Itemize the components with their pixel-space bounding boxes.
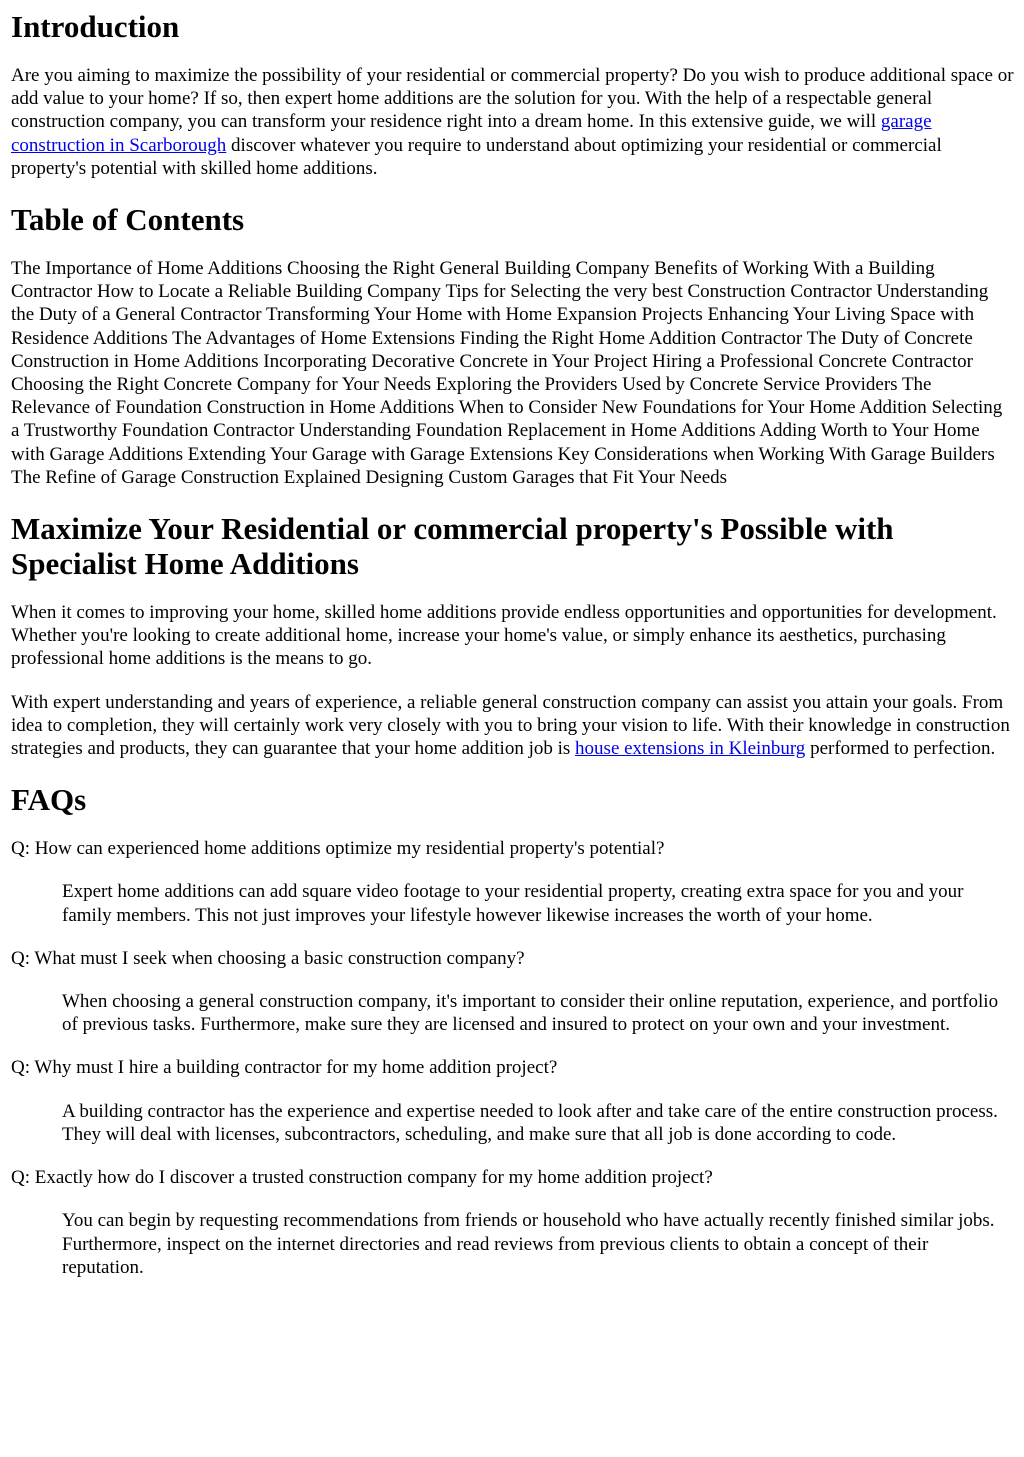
faq-question: Q: How can experienced home additions optimize my residential property's potential? [11, 838, 665, 860]
maximize-text-before-link: With expert understanding and years of experience, a reliable general construction company can assist you attain your goals. From idea to completion, they will certainly work very closely with you to bring your vision to life. With their knowledge in construction strategies and products, they can guarantee that your home addition job is [11, 691, 1010, 760]
faq-list [11, 837, 1014, 1279]
faq-question: Q: What must I seek when choosing a basic construction company? [11, 947, 525, 969]
article-page [0, 9, 1024, 1279]
faqs-heading: FAQs [11, 782, 87, 818]
toc-heading: Table of Contents [11, 202, 245, 238]
maximize-paragraph-1: When it comes to improving your home, skilled home additions provide endless opportunities and opportunities for development. Whether you're looking to create additional home, increase your home's value, or simply enhance its aesthetics, purchasing professional home additions is the means to go. [11, 602, 997, 670]
toc-paragraph: The Importance of Home Additions Choosing the Right General Building Company Benefits of Working With a Building Contractor How to Locate a Reliable Building Company Tips for Selecting the very best Construction Contractor Understanding the Duty of a General Contractor Transforming Your Home with Home Expansion Projects Enhancing Your Living Space with Residence Additions The Advantages of Home Extensions Finding the Right Home Addition Contractor The Duty of Concrete Construction in Home Additions Incorporating Decorative Concrete in Your Project Hiring a Professional Concrete Contractor Choosing the Right Concrete Company for Your Needs Exploring the Providers Used by Concrete Service Providers The Relevance of Foundation Construction in Home Additions When to Consider New Foundations for Your Home Addition Selecting a Trustworthy Foundation Contractor Understanding Foundation Replacement in Home Additions Adding Worth to Your Home with Garage Additions Extending Your Garage with Garage Extensions Key Considerations when Working With Garage Builders The Refine of Garage Construction Explained Designing Custom Garages that Fit Your Needs [11, 258, 1003, 488]
house-extensions-link[interactable]: house extensions in Kleinburg [575, 738, 806, 760]
faq-question: Q: Why must I hire a building contractor for my home addition project? [11, 1057, 558, 1079]
faq-question: Q: Exactly how do I discover a trusted construction company for my home addition project? [11, 1167, 713, 1189]
garage-construction-link[interactable]: garage construction in Scarborough [11, 111, 932, 156]
maximize-text-after-link: performed to perfection. [805, 738, 996, 760]
faq-answer: When choosing a general construction company, it's important to consider their online reputation, experience, and portfolio of previous tasks. Furthermore, make sure they are licensed and insured to protect on your own and your investment. [62, 991, 999, 1036]
intro-text-before-link: Are you aiming to maximize the possibility of your residential or commercial property? Do you wish to produce additional space or add value to your home? If so, then expert home additions are the solution for you. With the help of a respectable general construction company, you can transform your residence right into a dream home. In this extensive guide, we will [11, 65, 1014, 133]
maximize-paragraph-2 [11, 691, 1014, 761]
intro-paragraph [11, 64, 1014, 180]
intro-heading: Introduction [11, 9, 180, 44]
faq-answer: A building contractor has the experience and expertise needed to look after and take care of the entire construction process. They will deal with licenses, subcontractors, scheduling, and make sure that all job is done according to code. [62, 1100, 998, 1145]
intro-text-after-link: discover whatever you require to understand about optimizing your residential or commercial property's potential with skilled home additions. [11, 134, 942, 179]
faq-answer: You can begin by requesting recommendations from friends or household who have actually recently finished similar jobs. Furthermore, inspect on the internet directories and read reviews from previous clients to obtain a concept of their reputation. [62, 1210, 995, 1278]
faq-answer: Expert home additions can add square video footage to your residential property, creating extra space for you and your family members. This not just improves your lifestyle however likewise increases the worth of your home. [62, 881, 964, 926]
maximize-heading: Maximize Your Residential or commercial property's Possible with Specialist Home Additions [11, 511, 894, 582]
